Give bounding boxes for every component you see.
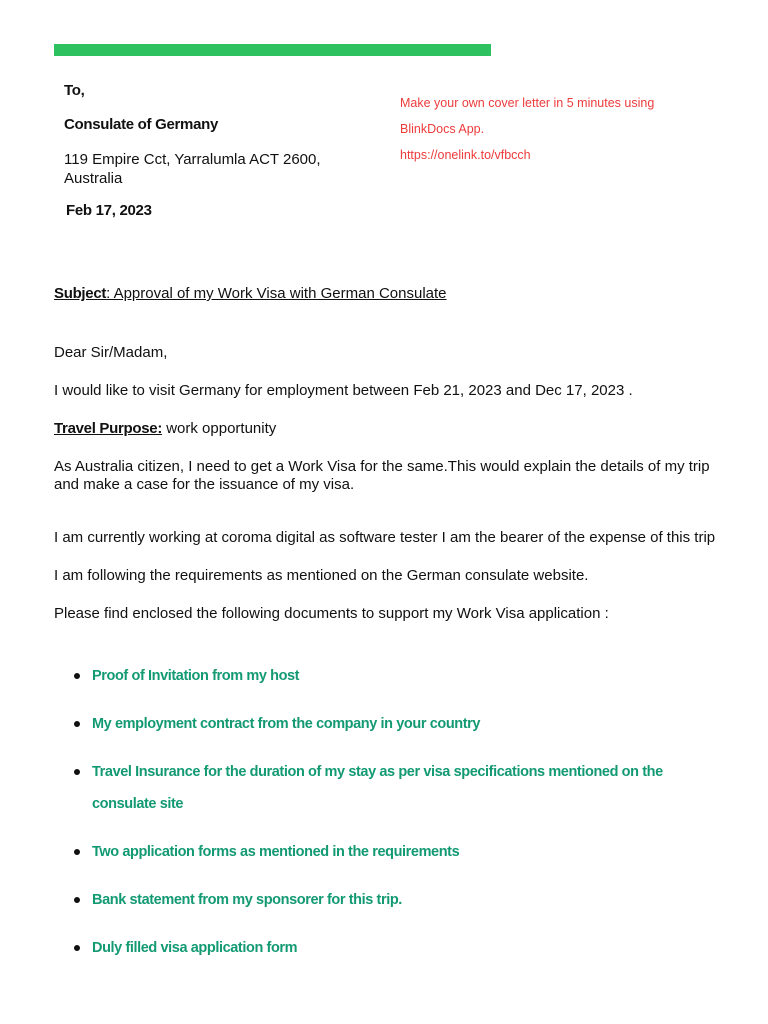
subject-text: : Approval of my Work Visa with German Consulate (106, 285, 447, 302)
list-item (54, 756, 694, 820)
employment-statement: I am currently working at coroma digital as software tester I am the bearer of the expense of this trip (54, 529, 716, 546)
salutation-to: To, (64, 82, 85, 99)
list-item (54, 708, 694, 740)
header-accent-bar (54, 44, 491, 56)
list-item (54, 932, 694, 964)
bullet-icon (74, 673, 80, 679)
document-item-label: My employment contract from the company in your country (92, 716, 481, 732)
enclosure-statement: Please find enclosed the following documents to support my Work Visa application : (54, 605, 609, 622)
subject-line (54, 285, 447, 302)
document-item-label: Proof of Invitation from my host (92, 668, 300, 684)
document-item-label: Duly filled visa application form (92, 940, 298, 956)
list-item (54, 884, 694, 916)
promo-block (400, 90, 654, 168)
bullet-icon (74, 897, 80, 903)
document-item-label: Travel Insurance for the duration of my stay as per visa specifications mentioned on the consulate site (92, 764, 663, 812)
recipient-address: 119 Empire Cct, Yarralumla ACT 2600, Australia (64, 151, 321, 187)
travel-purpose-value: work opportunity (162, 420, 277, 437)
bullet-icon (74, 945, 80, 951)
promo-line-2: BlinkDocs App. (400, 122, 485, 136)
requirements-statement: I am following the requirements as mentioned on the German consulate website. (54, 567, 589, 584)
document-item-label: Two application forms as mentioned in the requirements (92, 844, 460, 860)
travel-purpose-label: Travel Purpose: (54, 420, 163, 437)
letter-date: Feb 17, 2023 (66, 202, 152, 219)
list-item (54, 836, 694, 868)
bullet-icon (74, 849, 80, 855)
subject-label: Subject (54, 285, 107, 302)
citizen-statement: As Australia citizen, I need to get a Work Visa for the same.This would explain the details of my trip and make a case for the issuance of my visa. (54, 458, 710, 493)
promo-link[interactable]: https://onelink.to/vfbcch (400, 148, 531, 162)
document-item-label: Bank statement from my sponsorer for this trip. (92, 892, 402, 908)
promo-line-1: Make your own cover letter in 5 minutes using (400, 96, 655, 110)
documents-list (54, 660, 694, 980)
bullet-icon (74, 721, 80, 727)
recipient-name: Consulate of Germany (64, 116, 219, 133)
travel-purpose (54, 420, 724, 438)
bullet-icon (74, 769, 80, 775)
list-item (54, 660, 694, 692)
visit-statement: I would like to visit Germany for employment between Feb 21, 2023 and Dec 17, 2023 . (54, 382, 633, 399)
greeting: Dear Sir/Madam, (54, 344, 168, 361)
